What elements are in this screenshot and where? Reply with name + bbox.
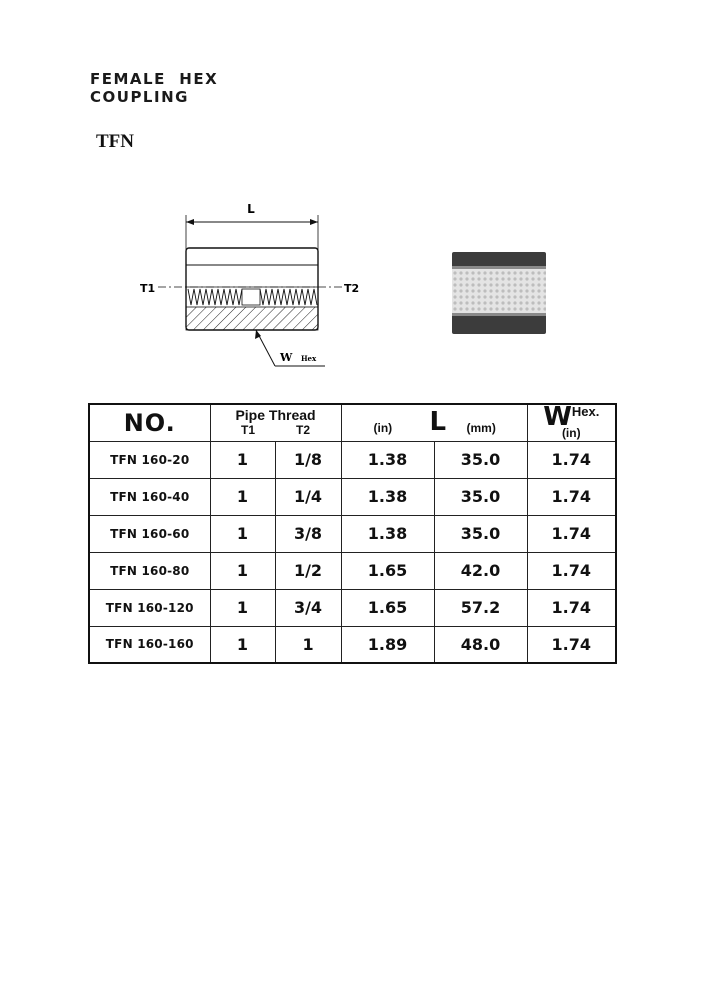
title-line-2: COUPLING xyxy=(90,88,189,106)
cell-t2: 1 xyxy=(275,626,341,663)
cell-no: TFN 160-20 xyxy=(89,441,210,478)
cell-no: TFN 160-160 xyxy=(89,626,210,663)
table-row xyxy=(89,552,616,589)
header-width-hex xyxy=(527,404,616,441)
table-row xyxy=(89,589,616,626)
cell-w: 1.74 xyxy=(527,589,616,626)
cell-t2: 1/2 xyxy=(275,552,341,589)
cell-l-mm: 42.0 xyxy=(434,552,527,589)
header-length-main: L xyxy=(429,407,447,437)
cell-w: 1.74 xyxy=(527,441,616,478)
title-line-1: FEMALE HEX xyxy=(90,70,219,88)
cell-t1: 1 xyxy=(210,552,275,589)
header-t2: T2 xyxy=(295,422,310,437)
cell-t1: 1 xyxy=(210,441,275,478)
cell-t2: 3/4 xyxy=(275,589,341,626)
cell-l-in: 1.38 xyxy=(341,478,434,515)
cell-t1: 1 xyxy=(210,478,275,515)
cell-no: TFN 160-120 xyxy=(89,589,210,626)
header-length-in: (in) xyxy=(373,420,393,435)
thread-2-label: T2 xyxy=(344,282,360,295)
cell-l-in: 1.89 xyxy=(341,626,434,663)
product-code: TFN xyxy=(96,131,134,152)
spec-table xyxy=(88,403,617,664)
cell-w: 1.74 xyxy=(527,515,616,552)
header-no: NO. xyxy=(89,404,210,441)
cell-no: TFN 160-60 xyxy=(89,515,210,552)
length-label: L xyxy=(247,202,255,216)
cell-w: 1.74 xyxy=(527,626,616,663)
cell-l-in: 1.65 xyxy=(341,552,434,589)
coupling-section-hatch xyxy=(186,307,318,330)
cell-w: 1.74 xyxy=(527,552,616,589)
product-title xyxy=(90,70,218,106)
cell-t2: 1/8 xyxy=(275,441,341,478)
cell-t2: 1/4 xyxy=(275,478,341,515)
coupling-technical-drawing xyxy=(120,195,370,380)
cell-l-mm: 35.0 xyxy=(434,441,527,478)
cell-l-mm: 35.0 xyxy=(434,478,527,515)
cell-l-mm: 57.2 xyxy=(434,589,527,626)
cell-t1: 1 xyxy=(210,589,275,626)
width-label xyxy=(279,346,317,365)
header-pipe-thread-label: Pipe Thread xyxy=(235,406,316,423)
table-row xyxy=(89,515,616,552)
thread-1-label: T1 xyxy=(140,282,156,295)
header-width-main: W xyxy=(543,402,572,433)
width-label-main: W xyxy=(280,351,293,364)
table-row xyxy=(89,626,616,663)
header-t1: T1 xyxy=(240,422,255,437)
cell-no: TFN 160-40 xyxy=(89,478,210,515)
length-arrow-right xyxy=(310,219,318,225)
cell-l-in: 1.38 xyxy=(341,515,434,552)
cell-l-mm: 35.0 xyxy=(434,515,527,552)
table-row xyxy=(89,478,616,515)
length-arrow-left xyxy=(186,219,194,225)
width-label-sub: Hex xyxy=(300,354,317,363)
cell-t1: 1 xyxy=(210,626,275,663)
header-width-in: (in) xyxy=(561,426,581,441)
table-header-row xyxy=(89,404,616,441)
cell-t1: 1 xyxy=(210,515,275,552)
cell-l-mm: 48.0 xyxy=(434,626,527,663)
header-length-mm: (mm) xyxy=(466,420,496,435)
header-length xyxy=(341,404,527,441)
header-pipe-thread xyxy=(210,404,341,441)
hex-coupling-photo xyxy=(452,252,546,334)
cell-l-in: 1.65 xyxy=(341,589,434,626)
header-width-hex-label: Hex. xyxy=(571,404,600,420)
cell-l-in: 1.38 xyxy=(341,441,434,478)
cell-no: TFN 160-80 xyxy=(89,552,210,589)
cell-w: 1.74 xyxy=(527,478,616,515)
table-row xyxy=(89,441,616,478)
cell-t2: 3/8 xyxy=(275,515,341,552)
